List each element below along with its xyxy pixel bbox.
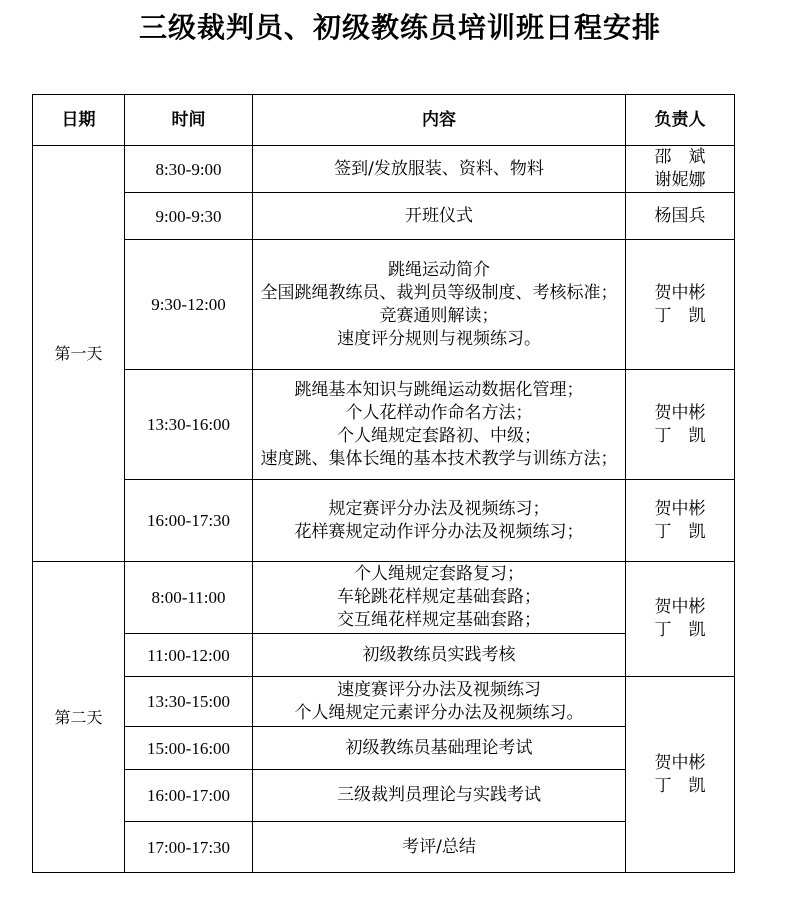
content-line: 三级裁判员理论与实践考试	[337, 785, 541, 805]
time-cell: 9:00-9:30	[125, 193, 253, 240]
header-person: 负责人	[626, 95, 735, 146]
time-cell: 8:00-11:00	[125, 562, 253, 634]
table-row	[33, 480, 735, 562]
content-line: 个人绳规定元素评分办法及视频练习。	[294, 702, 584, 723]
table-row	[33, 240, 735, 370]
content-line: 个人绳规定套路初、中级；	[337, 425, 541, 446]
time-cell: 17:00-17:30	[125, 822, 253, 873]
content-line: 初级教练员基础理论考试	[345, 737, 533, 758]
content-line: 初级教练员实践考核	[362, 644, 516, 665]
content-line: 交互绳花样规定基础套路；	[337, 610, 541, 630]
person-line: 谢妮娜	[654, 170, 706, 190]
table-row	[33, 370, 735, 480]
content-line: 全国跳绳教练员、裁判员等级制度、考核标准；	[260, 282, 618, 303]
person-line: 丁 凯	[654, 620, 706, 640]
content-line: 速度评分规则与视频练习。	[337, 328, 541, 349]
time-cell: 16:00-17:00	[125, 770, 253, 822]
time-cell: 13:30-15:00	[125, 677, 253, 727]
person-line: 丁 凯	[654, 775, 706, 796]
person-line: 丁 凯	[654, 305, 706, 326]
content-cell	[253, 822, 626, 873]
content-line: 竞赛通则解读；	[379, 305, 499, 326]
content-cell	[253, 677, 626, 727]
person-line: 丁 凯	[654, 425, 706, 446]
content-cell	[253, 634, 626, 677]
person-cell	[626, 562, 735, 677]
time-cell: 11:00-12:00	[125, 634, 253, 677]
table-row	[33, 193, 735, 240]
header-date: 日期	[33, 95, 125, 146]
content-line: 速度赛评分办法及视频练习	[337, 679, 541, 700]
person-line: 邵 斌	[654, 147, 706, 167]
content-line: 规定赛评分办法及视频练习；	[328, 498, 550, 519]
person-cell	[626, 240, 735, 370]
content-line: 开班仪式	[405, 205, 473, 226]
content-line: 花样赛规定动作评分办法及视频练习；	[294, 521, 584, 542]
time-cell: 13:30-16:00	[125, 370, 253, 480]
content-line: 跳绳运动简介	[388, 259, 490, 280]
person-line: 杨国兵	[654, 205, 706, 226]
content-line: 跳绳基本知识与跳绳运动数据化管理；	[294, 379, 584, 400]
person-cell	[626, 193, 735, 240]
table-row	[33, 146, 735, 193]
content-line: 个人绳规定套路复习；	[354, 564, 524, 584]
content-line: 速度跳、集体长绳的基本技术教学与训练方法；	[260, 448, 618, 469]
time-cell: 15:00-16:00	[125, 727, 253, 770]
content-line: 车轮跳花样规定基础套路；	[337, 587, 541, 607]
header-row	[33, 95, 735, 146]
person-line: 贺中彬	[654, 752, 706, 773]
content-cell	[253, 370, 626, 480]
schedule-table	[32, 94, 735, 873]
person-cell	[626, 146, 735, 193]
person-cell	[626, 370, 735, 480]
content-cell	[253, 770, 626, 822]
content-cell	[253, 562, 626, 634]
person-cell	[626, 677, 735, 873]
person-line: 贺中彬	[654, 402, 706, 423]
content-cell	[253, 727, 626, 770]
day-cell: 第二天	[33, 562, 125, 873]
content-cell	[253, 480, 626, 562]
content-line: 考评/总结	[402, 836, 476, 857]
person-line: 贺中彬	[654, 282, 706, 303]
person-line: 贺中彬	[654, 597, 706, 617]
content-cell	[253, 193, 626, 240]
table-row	[33, 677, 735, 727]
content-cell	[253, 146, 626, 193]
content-line: 签到/发放服装、资料、物料	[334, 158, 544, 179]
header-time: 时间	[125, 95, 253, 146]
page-title: 三级裁判员、初级教练员培训班日程安排	[138, 11, 661, 44]
time-cell: 8:30-9:00	[125, 146, 253, 193]
time-cell: 9:30-12:00	[125, 240, 253, 370]
person-cell	[626, 480, 735, 562]
header-content: 内容	[253, 95, 626, 146]
time-cell: 16:00-17:30	[125, 480, 253, 562]
table-row	[33, 562, 735, 634]
person-line: 贺中彬	[654, 498, 706, 519]
content-line: 个人花样动作命名方法；	[345, 402, 533, 423]
content-cell	[253, 240, 626, 370]
day-cell: 第一天	[33, 146, 125, 562]
person-line: 丁 凯	[654, 521, 706, 542]
